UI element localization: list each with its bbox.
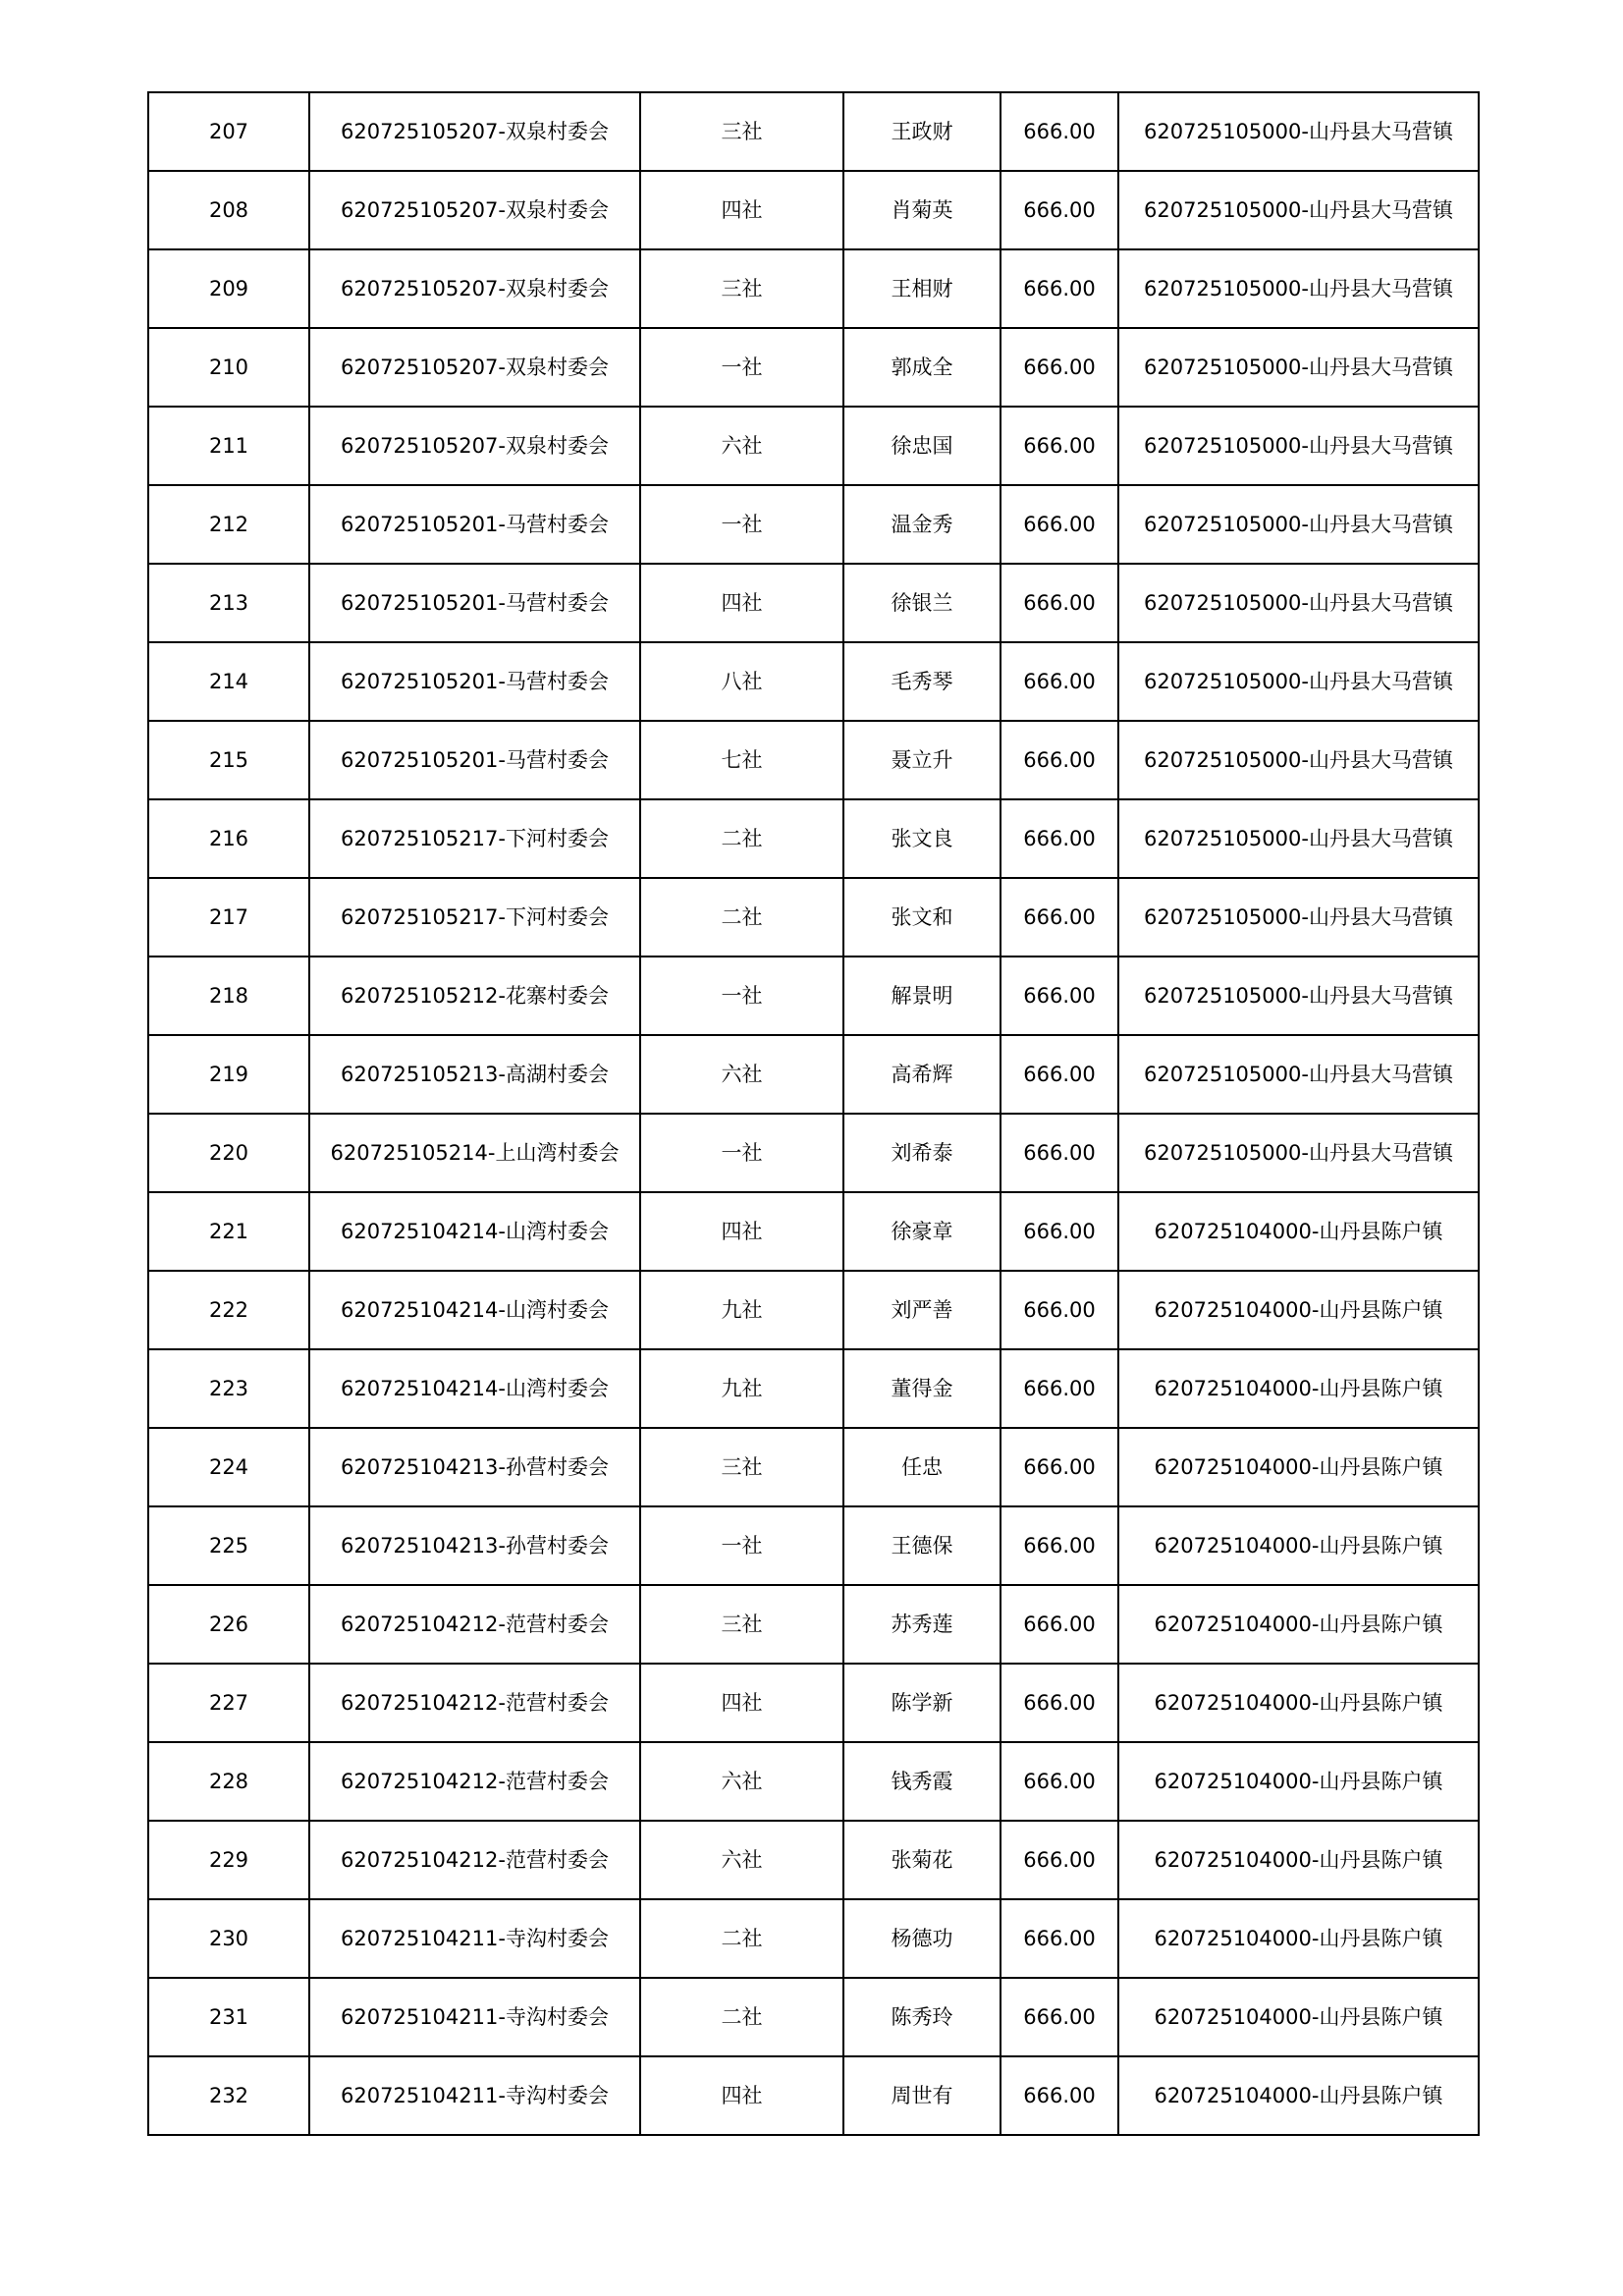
group-cell: 九社 — [640, 1349, 843, 1428]
seq-cell: 209 — [148, 249, 309, 328]
village-cell: 620725105214-上山湾村委会 — [309, 1114, 640, 1192]
name-cell: 刘严善 — [843, 1271, 1001, 1349]
seq-cell: 228 — [148, 1742, 309, 1821]
seq-cell: 207 — [148, 92, 309, 171]
name-cell: 任忠 — [843, 1428, 1001, 1506]
village-cell: 620725105207-双泉村委会 — [309, 407, 640, 485]
town-cell: 620725105000-山丹县大马营镇 — [1118, 1035, 1479, 1114]
town-cell: 620725104000-山丹县陈户镇 — [1118, 1978, 1479, 2056]
amount-cell: 666.00 — [1001, 1271, 1118, 1349]
seq-cell: 216 — [148, 799, 309, 878]
table-row — [148, 171, 1479, 249]
table-row — [148, 957, 1479, 1035]
table-row — [148, 564, 1479, 642]
name-cell: 温金秀 — [843, 485, 1001, 564]
village-cell: 620725104211-寺沟村委会 — [309, 2056, 640, 2135]
seq-cell: 231 — [148, 1978, 309, 2056]
name-cell: 刘希泰 — [843, 1114, 1001, 1192]
seq-cell: 213 — [148, 564, 309, 642]
payment-table — [147, 91, 1480, 2136]
town-cell: 620725104000-山丹县陈户镇 — [1118, 2056, 1479, 2135]
seq-cell: 211 — [148, 407, 309, 485]
group-cell: 四社 — [640, 171, 843, 249]
town-cell: 620725105000-山丹县大马营镇 — [1118, 564, 1479, 642]
group-cell: 六社 — [640, 1035, 843, 1114]
table-row — [148, 485, 1479, 564]
town-cell: 620725104000-山丹县陈户镇 — [1118, 1428, 1479, 1506]
group-cell: 一社 — [640, 1506, 843, 1585]
table-row — [148, 799, 1479, 878]
group-cell: 三社 — [640, 1428, 843, 1506]
village-cell: 620725105201-马营村委会 — [309, 721, 640, 799]
amount-cell: 666.00 — [1001, 249, 1118, 328]
seq-cell: 226 — [148, 1585, 309, 1664]
town-cell: 620725104000-山丹县陈户镇 — [1118, 1585, 1479, 1664]
village-cell: 620725104214-山湾村委会 — [309, 1192, 640, 1271]
seq-cell: 232 — [148, 2056, 309, 2135]
town-cell: 620725104000-山丹县陈户镇 — [1118, 1192, 1479, 1271]
village-cell: 620725104212-范营村委会 — [309, 1821, 640, 1899]
table-row — [148, 1821, 1479, 1899]
town-cell: 620725105000-山丹县大马营镇 — [1118, 407, 1479, 485]
town-cell: 620725105000-山丹县大马营镇 — [1118, 721, 1479, 799]
town-cell: 620725105000-山丹县大马营镇 — [1118, 328, 1479, 407]
table-row — [148, 878, 1479, 957]
town-cell: 620725105000-山丹县大马营镇 — [1118, 799, 1479, 878]
amount-cell: 666.00 — [1001, 407, 1118, 485]
table-row — [148, 1192, 1479, 1271]
town-cell: 620725105000-山丹县大马营镇 — [1118, 1114, 1479, 1192]
amount-cell: 666.00 — [1001, 642, 1118, 721]
group-cell: 二社 — [640, 878, 843, 957]
group-cell: 二社 — [640, 1899, 843, 1978]
town-cell: 620725105000-山丹县大马营镇 — [1118, 878, 1479, 957]
group-cell: 一社 — [640, 957, 843, 1035]
table-row — [148, 1978, 1479, 2056]
town-cell: 620725104000-山丹县陈户镇 — [1118, 1899, 1479, 1978]
group-cell: 一社 — [640, 328, 843, 407]
town-cell: 620725105000-山丹县大马营镇 — [1118, 171, 1479, 249]
village-cell: 620725105201-马营村委会 — [309, 485, 640, 564]
village-cell: 620725104212-范营村委会 — [309, 1742, 640, 1821]
amount-cell: 666.00 — [1001, 92, 1118, 171]
amount-cell: 666.00 — [1001, 1192, 1118, 1271]
table-row — [148, 1349, 1479, 1428]
amount-cell: 666.00 — [1001, 878, 1118, 957]
village-cell: 620725104211-寺沟村委会 — [309, 1978, 640, 2056]
name-cell: 肖菊英 — [843, 171, 1001, 249]
amount-cell: 666.00 — [1001, 1428, 1118, 1506]
table-row — [148, 249, 1479, 328]
amount-cell: 666.00 — [1001, 799, 1118, 878]
group-cell: 四社 — [640, 2056, 843, 2135]
seq-cell: 224 — [148, 1428, 309, 1506]
name-cell: 王政财 — [843, 92, 1001, 171]
seq-cell: 212 — [148, 485, 309, 564]
village-cell: 620725105207-双泉村委会 — [309, 249, 640, 328]
name-cell: 钱秀霞 — [843, 1742, 1001, 1821]
group-cell: 四社 — [640, 564, 843, 642]
table-row — [148, 1506, 1479, 1585]
table-row — [148, 1114, 1479, 1192]
table-row — [148, 1899, 1479, 1978]
village-cell: 620725105213-高湖村委会 — [309, 1035, 640, 1114]
name-cell: 高希辉 — [843, 1035, 1001, 1114]
village-cell: 620725104214-山湾村委会 — [309, 1271, 640, 1349]
amount-cell: 666.00 — [1001, 2056, 1118, 2135]
seq-cell: 219 — [148, 1035, 309, 1114]
town-cell: 620725104000-山丹县陈户镇 — [1118, 1271, 1479, 1349]
seq-cell: 220 — [148, 1114, 309, 1192]
town-cell: 620725105000-山丹县大马营镇 — [1118, 642, 1479, 721]
name-cell: 王相财 — [843, 249, 1001, 328]
group-cell: 六社 — [640, 1742, 843, 1821]
name-cell: 陈秀玲 — [843, 1978, 1001, 2056]
amount-cell: 666.00 — [1001, 1035, 1118, 1114]
name-cell: 张文良 — [843, 799, 1001, 878]
village-cell: 620725105217-下河村委会 — [309, 878, 640, 957]
seq-cell: 221 — [148, 1192, 309, 1271]
table-row — [148, 407, 1479, 485]
seq-cell: 215 — [148, 721, 309, 799]
amount-cell: 666.00 — [1001, 1506, 1118, 1585]
name-cell: 张菊花 — [843, 1821, 1001, 1899]
seq-cell: 229 — [148, 1821, 309, 1899]
amount-cell: 666.00 — [1001, 485, 1118, 564]
group-cell: 六社 — [640, 407, 843, 485]
town-cell: 620725104000-山丹县陈户镇 — [1118, 1821, 1479, 1899]
town-cell: 620725104000-山丹县陈户镇 — [1118, 1742, 1479, 1821]
name-cell: 徐银兰 — [843, 564, 1001, 642]
group-cell: 三社 — [640, 249, 843, 328]
table-row — [148, 721, 1479, 799]
seq-cell: 214 — [148, 642, 309, 721]
amount-cell: 666.00 — [1001, 721, 1118, 799]
amount-cell: 666.00 — [1001, 1821, 1118, 1899]
group-cell: 六社 — [640, 1821, 843, 1899]
group-cell: 一社 — [640, 485, 843, 564]
table-row — [148, 1271, 1479, 1349]
name-cell: 徐豪章 — [843, 1192, 1001, 1271]
name-cell: 杨德功 — [843, 1899, 1001, 1978]
table-row — [148, 1664, 1479, 1742]
group-cell: 二社 — [640, 1978, 843, 2056]
group-cell: 四社 — [640, 1192, 843, 1271]
name-cell: 王德保 — [843, 1506, 1001, 1585]
amount-cell: 666.00 — [1001, 171, 1118, 249]
amount-cell: 666.00 — [1001, 1349, 1118, 1428]
seq-cell: 210 — [148, 328, 309, 407]
table-row — [148, 92, 1479, 171]
name-cell: 苏秀莲 — [843, 1585, 1001, 1664]
town-cell: 620725105000-山丹县大马营镇 — [1118, 957, 1479, 1035]
seq-cell: 223 — [148, 1349, 309, 1428]
village-cell: 620725104211-寺沟村委会 — [309, 1899, 640, 1978]
seq-cell: 218 — [148, 957, 309, 1035]
seq-cell: 208 — [148, 171, 309, 249]
village-cell: 620725104213-孙营村委会 — [309, 1428, 640, 1506]
group-cell: 七社 — [640, 721, 843, 799]
group-cell: 三社 — [640, 92, 843, 171]
village-cell: 620725105217-下河村委会 — [309, 799, 640, 878]
village-cell: 620725105207-双泉村委会 — [309, 328, 640, 407]
group-cell: 九社 — [640, 1271, 843, 1349]
table-row — [148, 1035, 1479, 1114]
group-cell: 八社 — [640, 642, 843, 721]
town-cell: 620725104000-山丹县陈户镇 — [1118, 1664, 1479, 1742]
group-cell: 二社 — [640, 799, 843, 878]
village-cell: 620725105201-马营村委会 — [309, 564, 640, 642]
village-cell: 620725105207-双泉村委会 — [309, 92, 640, 171]
table-row — [148, 1428, 1479, 1506]
table-row — [148, 2056, 1479, 2135]
town-cell: 620725104000-山丹县陈户镇 — [1118, 1349, 1479, 1428]
table-body — [148, 92, 1479, 2135]
table-row — [148, 642, 1479, 721]
village-cell: 620725105207-双泉村委会 — [309, 171, 640, 249]
village-cell: 620725104214-山湾村委会 — [309, 1349, 640, 1428]
seq-cell: 217 — [148, 878, 309, 957]
name-cell: 解景明 — [843, 957, 1001, 1035]
amount-cell: 666.00 — [1001, 328, 1118, 407]
town-cell: 620725104000-山丹县陈户镇 — [1118, 1506, 1479, 1585]
name-cell: 陈学新 — [843, 1664, 1001, 1742]
seq-cell: 230 — [148, 1899, 309, 1978]
amount-cell: 666.00 — [1001, 564, 1118, 642]
seq-cell: 222 — [148, 1271, 309, 1349]
village-cell: 620725104212-范营村委会 — [309, 1585, 640, 1664]
name-cell: 董得金 — [843, 1349, 1001, 1428]
name-cell: 周世有 — [843, 2056, 1001, 2135]
name-cell: 徐忠国 — [843, 407, 1001, 485]
amount-cell: 666.00 — [1001, 1585, 1118, 1664]
name-cell: 郭成全 — [843, 328, 1001, 407]
table-row — [148, 1585, 1479, 1664]
village-cell: 620725104212-范营村委会 — [309, 1664, 640, 1742]
town-cell: 620725105000-山丹县大马营镇 — [1118, 92, 1479, 171]
name-cell: 张文和 — [843, 878, 1001, 957]
village-cell: 620725104213-孙营村委会 — [309, 1506, 640, 1585]
table-row — [148, 1742, 1479, 1821]
table-row — [148, 328, 1479, 407]
name-cell: 毛秀琴 — [843, 642, 1001, 721]
amount-cell: 666.00 — [1001, 1664, 1118, 1742]
amount-cell: 666.00 — [1001, 1899, 1118, 1978]
amount-cell: 666.00 — [1001, 1114, 1118, 1192]
amount-cell: 666.00 — [1001, 1742, 1118, 1821]
town-cell: 620725105000-山丹县大马营镇 — [1118, 249, 1479, 328]
amount-cell: 666.00 — [1001, 957, 1118, 1035]
seq-cell: 225 — [148, 1506, 309, 1585]
name-cell: 聂立升 — [843, 721, 1001, 799]
seq-cell: 227 — [148, 1664, 309, 1742]
village-cell: 620725105201-马营村委会 — [309, 642, 640, 721]
town-cell: 620725105000-山丹县大马营镇 — [1118, 485, 1479, 564]
village-cell: 620725105212-花寨村委会 — [309, 957, 640, 1035]
group-cell: 三社 — [640, 1585, 843, 1664]
group-cell: 四社 — [640, 1664, 843, 1742]
group-cell: 一社 — [640, 1114, 843, 1192]
amount-cell: 666.00 — [1001, 1978, 1118, 2056]
